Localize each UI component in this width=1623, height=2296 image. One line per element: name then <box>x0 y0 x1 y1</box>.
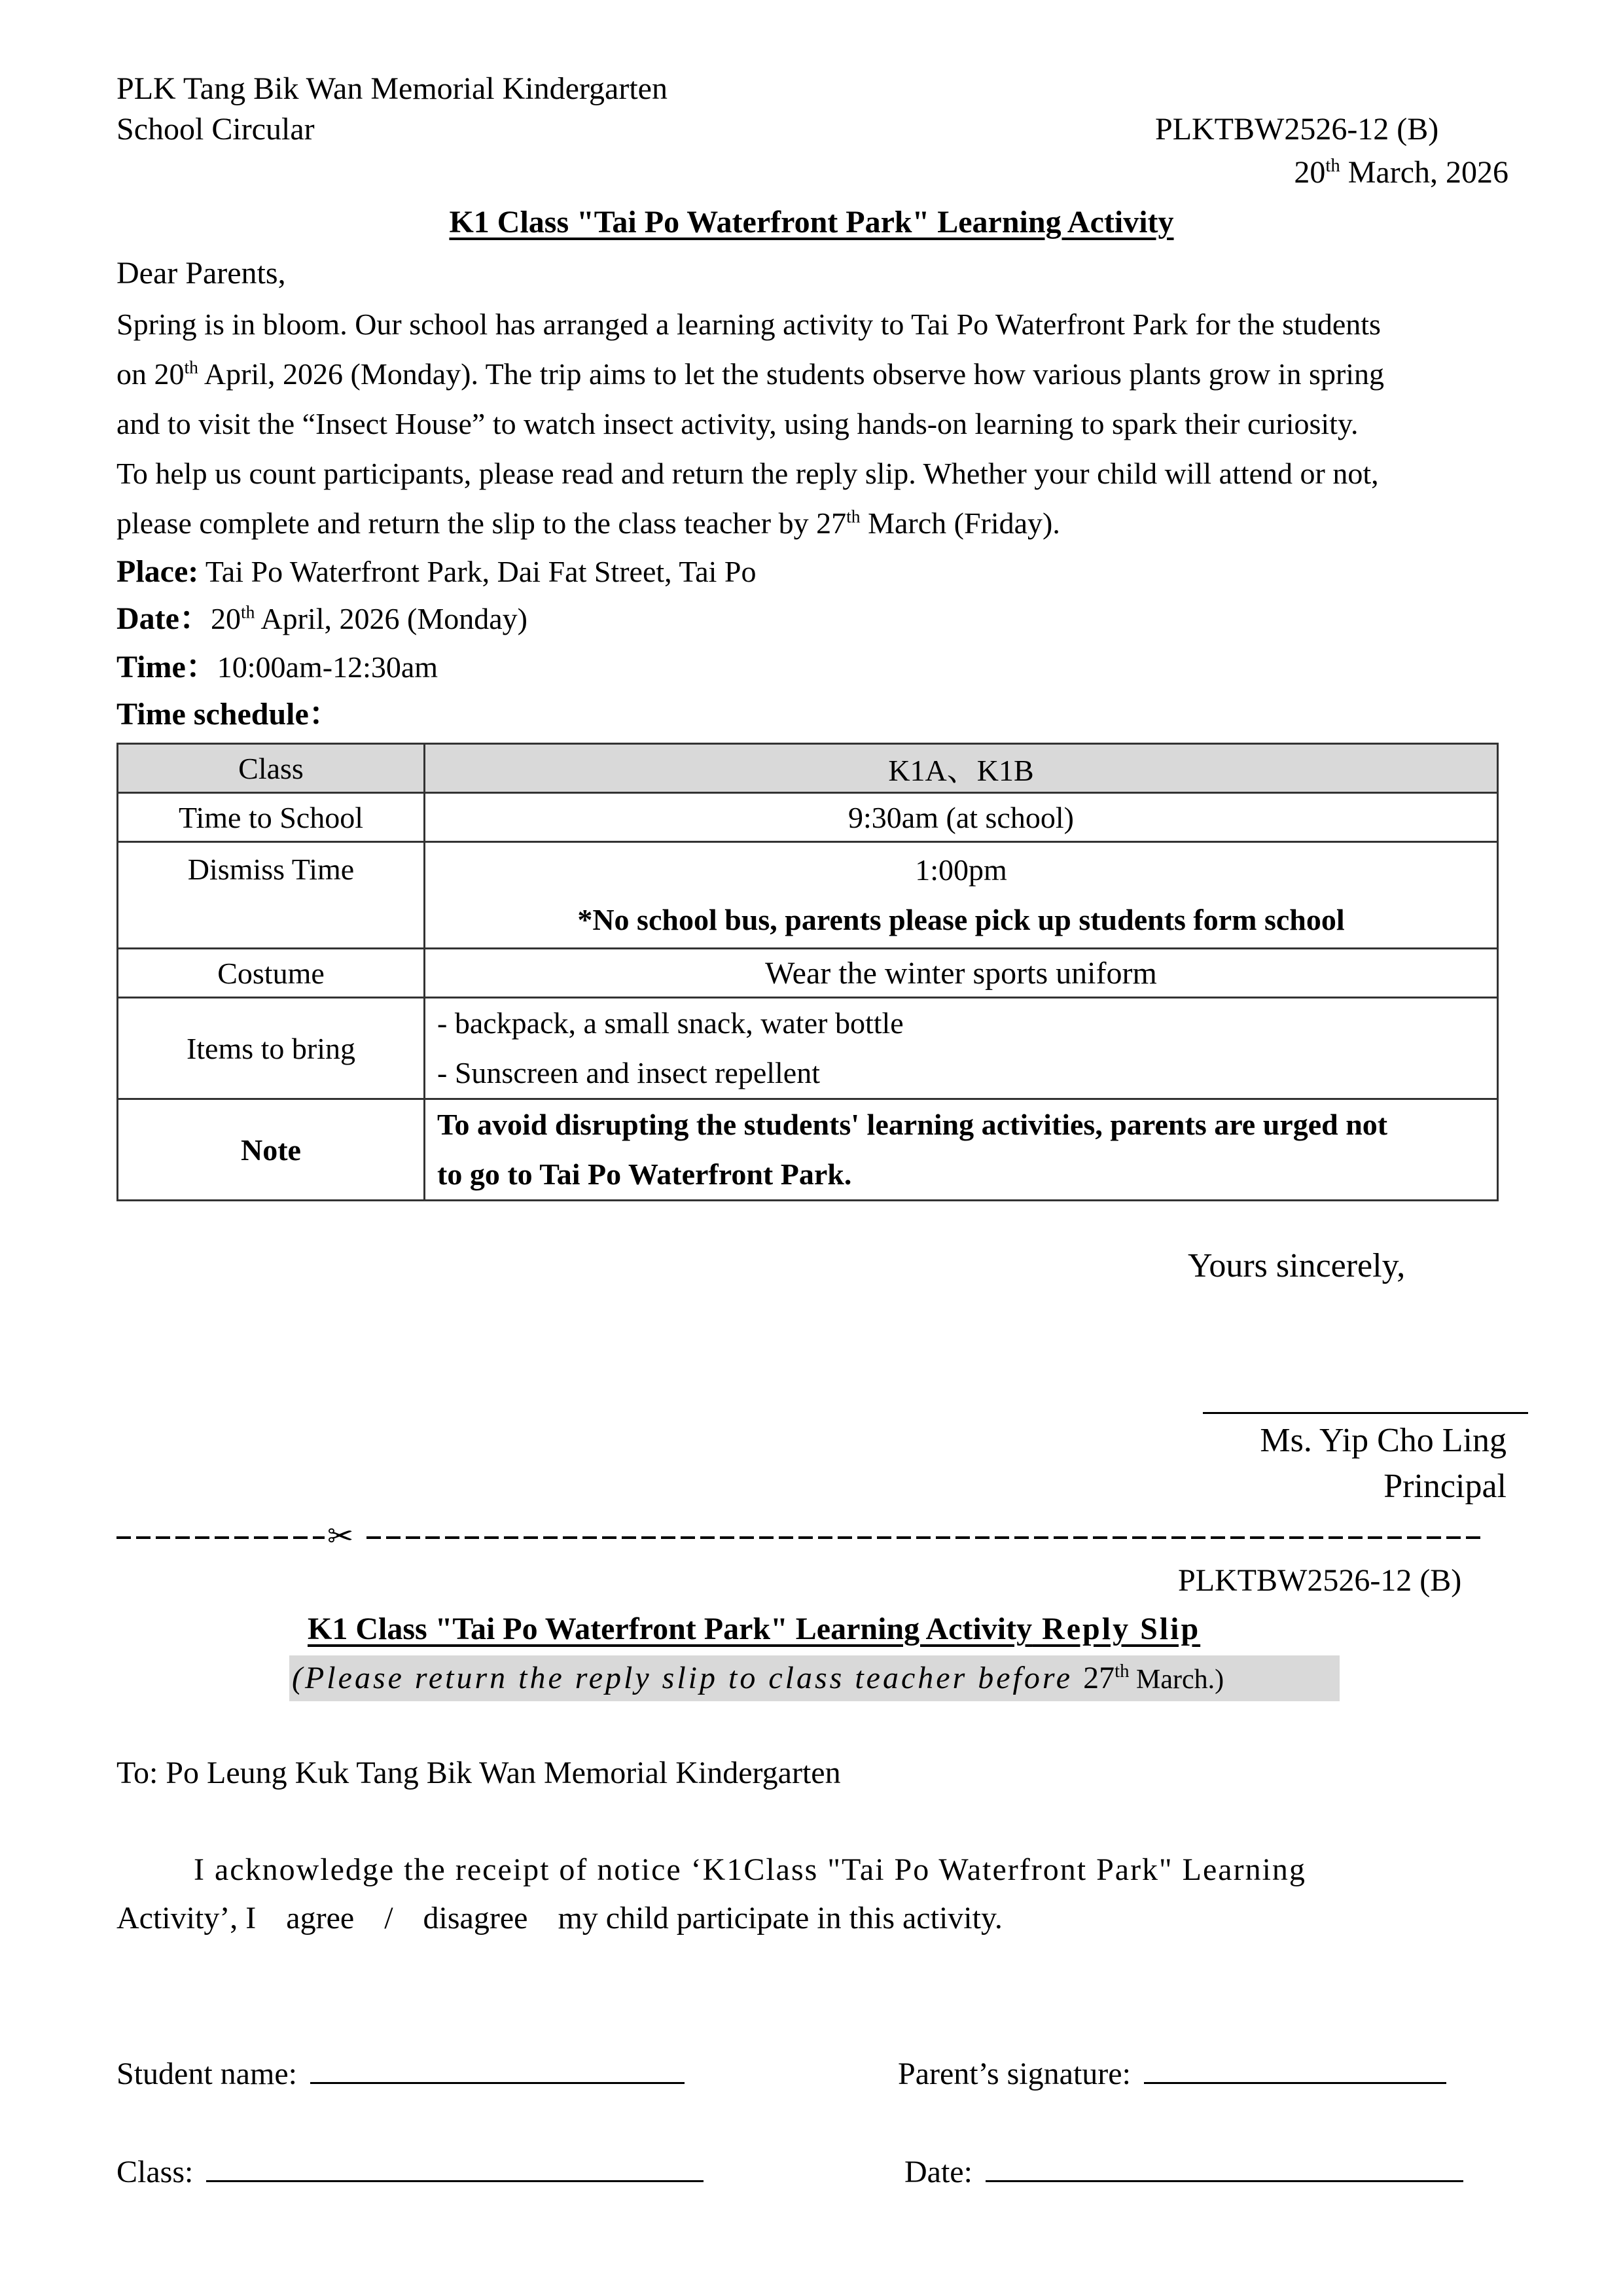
option-separator: / <box>384 1901 393 1935</box>
instruction-month: March.) <box>1129 1665 1224 1695</box>
ack-text: Activity’, I <box>116 1901 257 1935</box>
page-title: K1 Class "Tai Po Waterfront Park" Learning Activity <box>449 205 1174 239</box>
instruction-day: 27 <box>1083 1661 1115 1695</box>
place-detail <box>116 554 757 590</box>
row-value <box>425 1099 1498 1201</box>
body-line <box>116 499 1524 548</box>
schedule-table <box>116 743 1499 1201</box>
instruction-suffix: th <box>1115 1661 1130 1682</box>
reply-slip-title-main: K1 Class "Tai Po Waterfront Park" Learning Activity <box>308 1612 1033 1646</box>
schedule-label: Time schedule： <box>116 697 340 732</box>
dismiss-time: 1:00pm <box>915 853 1007 887</box>
reply-slip-title <box>308 1611 1200 1648</box>
date-detail <box>116 601 527 637</box>
table-header-row <box>118 744 1498 793</box>
class-field <box>116 2154 704 2191</box>
circular-date <box>1294 154 1508 191</box>
table-row <box>118 793 1498 842</box>
table-header-value: K1A、K1B <box>425 744 1498 793</box>
parent-signature-input[interactable] <box>1144 2056 1446 2084</box>
cut-line-dashes <box>116 1536 325 1539</box>
table-row <box>118 998 1498 1099</box>
time-value: 10:00am-12:30am <box>217 650 438 684</box>
table-header-label: Class <box>118 744 425 793</box>
row-value: 9:30am (at school) <box>425 793 1498 842</box>
date-day: 20 <box>210 602 241 635</box>
principal-title: Principal <box>1383 1468 1507 1505</box>
note-line: To avoid disrupting the students' learning activities, parents are urged not <box>437 1108 1388 1141</box>
signature-line <box>1203 1412 1528 1414</box>
time-label: Time： <box>116 650 217 684</box>
body-text: March (Friday). <box>860 506 1060 540</box>
valediction: Yours sincerely, <box>1188 1247 1406 1284</box>
date-input[interactable] <box>986 2154 1463 2182</box>
student-name-input[interactable] <box>310 2056 685 2084</box>
reply-instruction <box>292 1659 1224 1699</box>
cut-line <box>116 1518 1484 1555</box>
disagree-option[interactable]: disagree <box>423 1901 528 1935</box>
date-field <box>904 2154 1463 2191</box>
body-text: on 20 <box>116 357 185 391</box>
date-suffix: th <box>240 601 255 622</box>
scissors-icon: ✂ <box>327 1518 354 1555</box>
row-value: Wear the winter sports uniform <box>425 949 1498 998</box>
body-line <box>116 349 1524 399</box>
circular-date-suffix: th <box>1325 155 1340 176</box>
row-label: Dismiss Time <box>118 842 425 949</box>
body-line: To help us count participants, please read and return the reply slip. Whether your child will attend or not, <box>116 457 1379 490</box>
body-paragraph <box>116 300 1524 548</box>
date-rest: April, 2026 (Monday) <box>255 602 527 635</box>
agree-option[interactable]: agree <box>286 1901 355 1935</box>
row-value <box>425 998 1498 1099</box>
place-value: Tai Po Waterfront Park, Dai Fat Street, Tai Po <box>198 555 757 588</box>
class-label: Class: <box>116 2155 194 2189</box>
school-name: PLK Tang Bik Wan Memorial Kindergarten <box>116 71 668 106</box>
addressee: To: Po Leung Kuk Tang Bik Wan Memorial Kindergarten <box>116 1756 841 1790</box>
acknowledgement-line-1: I acknowledge the receipt of notice ‘K1Class "Tai Po Waterfront Park" Learning <box>194 1852 1306 1887</box>
circular-date-rest: March, 2026 <box>1340 155 1508 190</box>
note-line: to go to Tai Po Waterfront Park. <box>437 1157 852 1191</box>
reference-number: PLKTBW2526-12 (B) <box>1155 112 1439 147</box>
reply-slip-title-tail: Reply Slip <box>1032 1612 1201 1646</box>
student-name-field <box>116 2056 685 2093</box>
body-line: and to visit the “Insect House” to watch insect activity, using hands-on learning to spark their curiosity. <box>116 407 1359 440</box>
row-label: Time to School <box>118 793 425 842</box>
reply-slip-reference: PLKTBW2526-12 (B) <box>1178 1563 1462 1598</box>
body-line: Spring is in bloom. Our school has arranged a learning activity to Tai Po Waterfront Park for the students <box>116 308 1381 341</box>
row-value <box>425 842 1498 949</box>
acknowledgement-line-2 <box>116 1900 1003 1937</box>
principal-name: Ms. Yip Cho Ling <box>1260 1422 1507 1459</box>
date-field-label: Date: <box>904 2155 972 2189</box>
ack-text: my child participate in this activity. <box>558 1901 1003 1935</box>
row-label: Items to bring <box>118 998 425 1099</box>
salutation: Dear Parents, <box>116 256 286 291</box>
ordinal-suffix: th <box>184 357 198 378</box>
body-text: April, 2026 (Monday). The trip aims to let the students observe how various plants grow in spring <box>198 357 1385 391</box>
place-label: Place: <box>116 554 199 589</box>
table-row <box>118 842 1498 949</box>
table-row <box>118 1099 1498 1201</box>
body-text: please complete and return the slip to the class teacher by 27 <box>116 506 847 540</box>
row-label: Costume <box>118 949 425 998</box>
class-input[interactable] <box>206 2154 704 2182</box>
date-label: Date： <box>116 601 211 636</box>
document-type: School Circular <box>116 112 315 147</box>
instruction-text: (Please return the reply slip to class teacher before <box>292 1661 1084 1695</box>
ordinal-suffix: th <box>846 506 861 527</box>
table-row <box>118 949 1498 998</box>
parent-signature-field <box>898 2056 1446 2093</box>
parent-signature-label: Parent’s signature: <box>898 2057 1131 2091</box>
row-label: Note <box>118 1099 425 1201</box>
student-name-label: Student name: <box>116 2057 297 2091</box>
circular-date-day: 20 <box>1294 155 1326 190</box>
item-line: - backpack, a small snack, water bottle <box>437 1006 904 1040</box>
item-line: - Sunscreen and insect repellent <box>437 1056 820 1089</box>
time-detail <box>116 649 438 686</box>
pickup-note: *No school bus, parents please pick up students form school <box>577 903 1345 936</box>
cut-line-dashes <box>366 1536 1484 1539</box>
